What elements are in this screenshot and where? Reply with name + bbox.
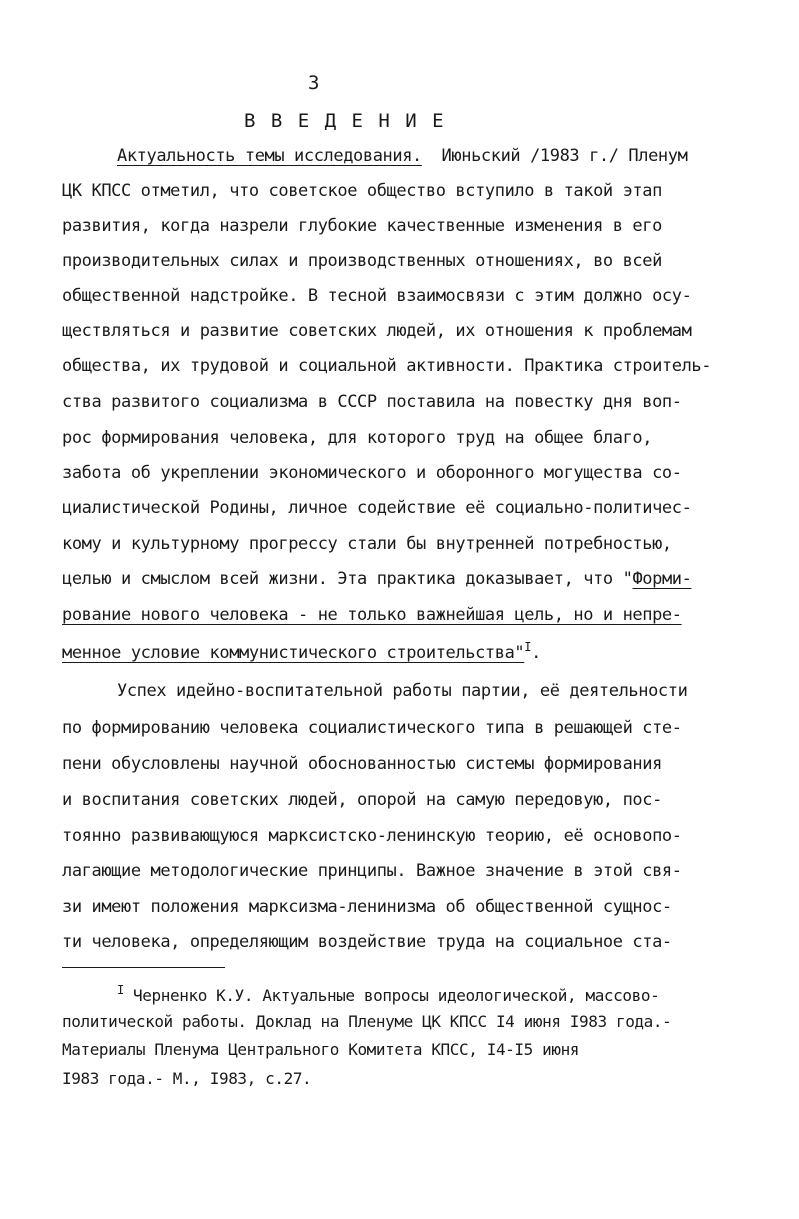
text-span: Июньский /1983 г./ Пленум [421,146,688,166]
text-line: общества, их трудовой и социальной активности. Практика строитель- [62,356,712,376]
text-line: забота об укреплении экономического и оборонного могущества со- [62,463,682,483]
footnote-divider [62,967,225,968]
footnote-line: политической работы. Доклад на Пленуме ЦК КПСС I4 июня I983 года.- [62,1012,672,1031]
quote-underlined: менное условие коммунистического строительства" [62,643,525,663]
footnote-line: I983 года.- М., I983, с.27. [62,1069,312,1088]
text-line: и воспитания советских людей, опорой на самую передовую, пос- [62,790,662,810]
text-line: рос формирования человека, для которого труд на общее благо, [62,428,653,448]
text-span: целью и смыслом всей жизни. Эта практика доказывает, что " [62,569,633,589]
text-line: лагающие методологические принципы. Важное значение в этой свя- [62,861,682,881]
footnote-marker: I [117,983,124,997]
page-number: 3 [308,72,320,94]
text-line: производительных силах и производственных отношениях, во всей [62,251,662,271]
footnote-line: Материалы Пленума Центрального Комитета КПСС, I4-I5 июня [62,1040,580,1059]
text-line: общественной надстройке. В тесной взаимосвязи с этим должно осу- [62,286,692,306]
text-line: ства развитого социализма в СССР поставила на повестку дня воп- [62,392,682,412]
text-line: пени обусловлены научной обоснованностью системы формирования [62,754,662,774]
text-line: ществляться и развитие советских людей, их отношения к проблемам [62,321,692,341]
text-line: кому и культурному прогрессу стали бы внутренней потребностью, [62,534,672,554]
footnote-line [117,983,659,1005]
footnote-ref[interactable]: I [524,640,532,654]
quote-underlined: Форми- [632,569,692,589]
text-span: Черненко К.У. Актуальные вопросы идеологической, массово- [123,986,660,1005]
text-line: зи имеют положения марксизма-ленинизма об общественной сущнос- [62,897,672,917]
text-line: по формированию человека социалистического типа в решающей сте- [62,718,682,738]
text-line: ти человека, определяющим воздействие труда на социальное ста- [62,932,672,952]
text-line [62,569,691,589]
text-line [117,146,687,166]
text-line: тоянно развивающуюся марксистско-ленинскую теорию, её основопо- [62,826,682,846]
text-line [62,640,541,663]
text-line: Успех идейно-воспитательной работы партии, её деятельности [117,681,688,701]
section-lead: Актуальность темы исследования. [117,146,422,166]
text-span: . [531,643,541,663]
text-line: циалистической Родины, личное содействие её социально-политичес- [62,498,692,518]
heading: В В Е Д Е Н И Е [244,110,446,132]
text-line: развития, когда назрели глубокие качественные изменения в его [62,216,662,236]
text-line: ЦК КПСС отметил, что советское общество вступило в такой этап [62,181,662,201]
quote-underlined-line: рование нового человека - не только важнейшая цель, но и непре- [62,605,682,625]
